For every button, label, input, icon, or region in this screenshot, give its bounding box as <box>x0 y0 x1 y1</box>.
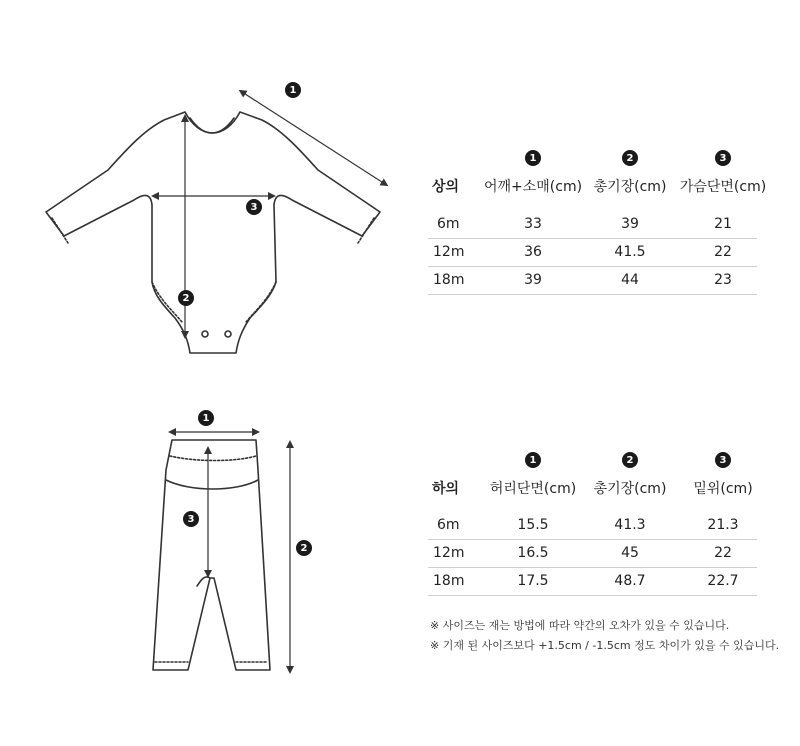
top-row-3-size: 18m <box>433 272 465 288</box>
top-col-badge-1: 1 <box>525 150 541 166</box>
bodysuit-marker-2: 2 <box>178 290 194 306</box>
top-row-2-size: 12m <box>433 244 465 260</box>
bottom-row-divider <box>428 539 757 540</box>
top-row-divider <box>428 266 757 267</box>
bottom-row-2-col-3: 22 <box>714 545 732 561</box>
bottom-row-2-col-2: 45 <box>621 545 639 561</box>
top-row-1-col-2: 39 <box>621 216 639 232</box>
top-row-1-size: 6m <box>437 216 460 232</box>
bottom-row-1-size: 6m <box>437 517 460 533</box>
bottom-header-col-1: 허리단면(cm) <box>489 481 577 497</box>
bottom-header-col-3: 밑위(cm) <box>693 481 753 497</box>
bottom-row-3-col-1: 17.5 <box>517 573 549 589</box>
top-header-col-3: 가슴단면(cm) <box>679 179 767 195</box>
pants-marker-1: 1 <box>198 410 214 426</box>
bottom-header-label: 하의 <box>432 481 460 497</box>
bottom-col-badge-1: 1 <box>525 452 541 468</box>
pants-marker-3: 3 <box>183 511 199 527</box>
bottom-col-badge-2: 2 <box>622 452 638 468</box>
size-note-1: ※ 사이즈는 재는 방법에 따라 약간의 오차가 있을 수 있습니다. <box>430 619 730 632</box>
top-col-badge-2: 2 <box>622 150 638 166</box>
bottom-row-divider <box>428 567 757 568</box>
top-row-divider <box>428 294 757 295</box>
top-row-2-col-3: 22 <box>714 244 732 260</box>
top-row-3-col-3: 23 <box>714 272 732 288</box>
bottom-row-3-size: 18m <box>433 573 465 589</box>
top-header-col-1: 어깨+소매(cm) <box>483 179 583 195</box>
bodysuit-marker-1: 1 <box>285 82 301 98</box>
bottom-row-3-col-3: 22.7 <box>707 573 739 589</box>
top-header-col-2: 총기장(cm) <box>593 179 667 195</box>
bottom-row-divider <box>428 595 757 596</box>
top-row-1-col-1: 33 <box>524 216 542 232</box>
bottom-row-2-size: 12m <box>433 545 465 561</box>
top-row-1-col-3: 21 <box>714 216 732 232</box>
top-row-3-col-1: 39 <box>524 272 542 288</box>
bottom-row-1-col-3: 21.3 <box>707 517 739 533</box>
bottom-col-badge-3: 3 <box>715 452 731 468</box>
bottom-header-col-2: 총기장(cm) <box>593 481 667 497</box>
pants-drawing <box>153 440 270 670</box>
top-row-2-col-1: 36 <box>524 244 542 260</box>
top-row-divider <box>428 238 757 239</box>
top-row-3-col-2: 44 <box>621 272 639 288</box>
top-col-badge-3: 3 <box>715 150 731 166</box>
pants-marker-2: 2 <box>296 540 312 556</box>
top-row-2-col-2: 41.5 <box>614 244 646 260</box>
top-header-label: 상의 <box>432 179 460 195</box>
bottom-row-1-col-2: 41.3 <box>614 517 646 533</box>
size-note-2: ※ 기재 된 사이즈보다 +1.5cm / -1.5cm 정도 차이가 있을 수 있습니다. <box>430 639 780 652</box>
bodysuit-marker-3: 3 <box>246 199 262 215</box>
bottom-row-1-col-1: 15.5 <box>517 517 549 533</box>
bottom-row-2-col-1: 16.5 <box>517 545 549 561</box>
bottom-row-3-col-2: 48.7 <box>614 573 646 589</box>
pants-measure-lines <box>172 432 290 670</box>
